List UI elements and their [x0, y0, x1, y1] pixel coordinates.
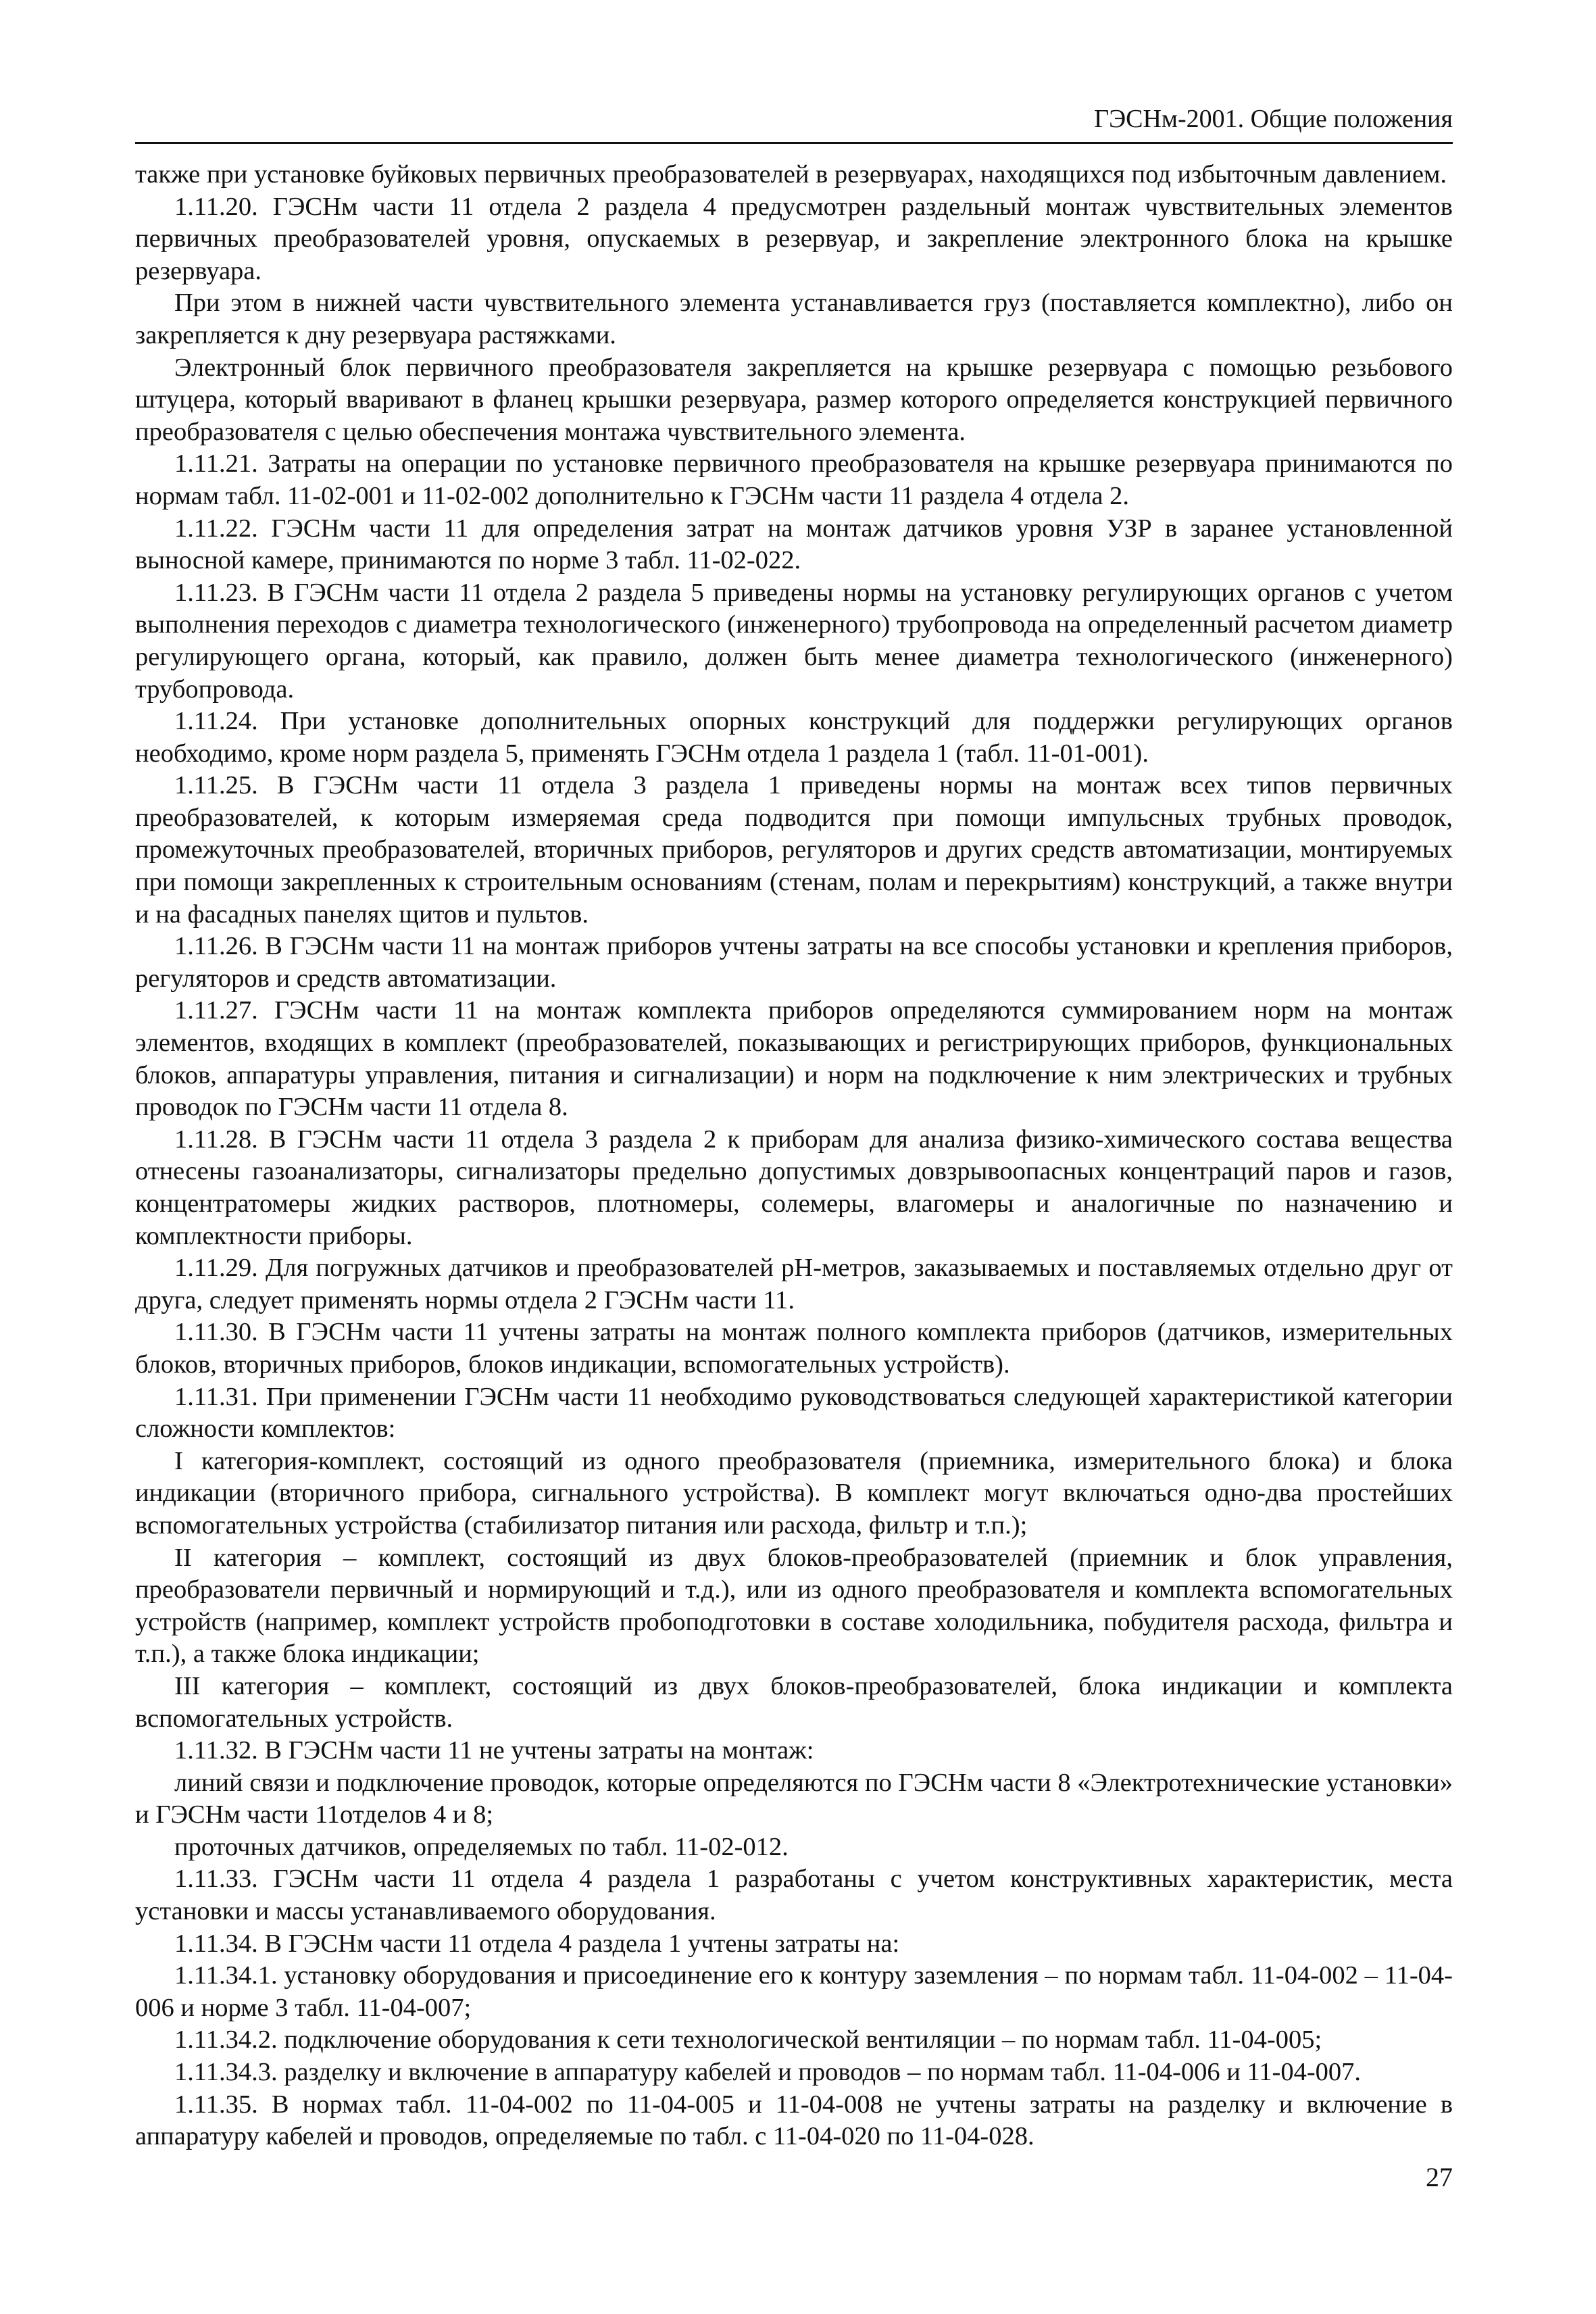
paragraph-1-11-23: 1.11.23. В ГЭСНм части 11 отдела 2 раздела 5 приведены нормы на установку регулирующих органов с учетом выполнения переходов с диаметра технологического (инженерного) трубопровода на определенный расчетом диаметр регулирующего органа, который, как правило, должен быть менее диаметра технологического (инженерного) трубопровода.: [135, 578, 1453, 704]
paragraph-1-11-34: 1.11.34. В ГЭСНм части 11 отдела 4 раздела 1 учтены затраты на:: [174, 1929, 900, 1958]
page-number: 27: [1426, 2162, 1453, 2192]
paragraph-1-11-33: 1.11.33. ГЭСНм части 11 отдела 4 раздела 1 разработаны с учетом конструктивных характеристик, места установки и массы устанавливаемого оборудования.: [135, 1865, 1453, 1926]
paragraph-1-11-27: 1.11.27. ГЭСНм части 11 на монтаж комплекта приборов определяются суммированием норм на монтаж элементов, входящих в комплект (преобразователей, показывающих и регистрирующих приборов, функциональных блоков, аппаратуры управления, питания и сигнализации) и норм на подключение к ним электрических и трубных проводок по ГЭСНм части 11 отдела 8.: [135, 996, 1453, 1122]
paragraph-1-11-29: 1.11.29. Для погружных датчиков и преобразователей pH-метров, заказываемых и поставляемых отдельно друг от друга, следует применять нормы отдела 2 ГЭСНм части 11.: [135, 1254, 1453, 1314]
list-item: проточных датчиков, определяемых по табл. 11-02-012.: [174, 1832, 789, 1861]
paragraph-1-11-26: 1.11.26. В ГЭСНм части 11 на монтаж приборов учтены затраты на все способы установки и крепления приборов, регуляторов и средств автоматизации.: [135, 932, 1453, 993]
paragraph: При этом в нижней части чувствительного элемента устанавливается груз (поставляется комплектно), либо он закрепляется к дну резервуара растяжками.: [135, 289, 1453, 349]
paragraph-1-11-24: 1.11.24. При установке дополнительных опорных конструкций для поддержки регулирующих органов необходимо, кроме норм раздела 5, применять ГЭСНм отдела 1 раздела 1 (табл. 11-01-001).: [135, 707, 1453, 768]
paragraph-continuation: также при установке буйковых первичных преобразователей в резервуарах, находящихся под избыточным давлением.: [135, 160, 1447, 189]
paragraph-1-11-31: 1.11.31. При применении ГЭСНм части 11 необходимо руководствоваться следующей характеристикой категории сложности комплектов:: [135, 1382, 1453, 1444]
paragraph-1-11-32: 1.11.32. В ГЭСНм части 11 не учтены затраты на монтаж:: [174, 1736, 814, 1765]
paragraph: Электронный блок первичного преобразователя закрепляется на крышке резервуара с помощью резьбового штуцера, который вваривают в фланец крышки резервуара, размер которого определяется конструкцией первичного преобразователя с целью обеспечения монтажа чувствительного элемента.: [135, 353, 1453, 446]
paragraph-1-11-34-1: 1.11.34.1. установку оборудования и присоединение его к контуру заземления – по нормам табл. 11-04-002 – 11-04-006 и норме 3 табл. 11-04-007;: [135, 1961, 1453, 2022]
category-3: III категория – комплект, состоящий из двух блоков-преобразователей, блока индикации и комплекта вспомогательных устройств.: [135, 1671, 1453, 1733]
running-header: ГЭСНм-2001. Общие положения: [1094, 105, 1453, 133]
category-2: II категория – комплект, состоящий из двух блоков-преобразователей (приемник и блок управления, преобразователи первичный и нормирующий и т.д.), или из одного преобразователя и комплекта вспомогательных устройств (например, комплект устройств пробоподготовки в составе холодильника, побудителя расхода, фильтра и т.п.), а также блока индикации;: [135, 1543, 1453, 1669]
paragraph-1-11-28: 1.11.28. В ГЭСНм части 11 отдела 3 раздела 2 к приборам для анализа физико-химического состава вещества отнесены газоанализаторы, сигнализаторы предельно допустимых довзрывоопасных концентраций паров и газов, концентратомеры жидких растворов, плотномеры, солемеры, влагомеры и аналогичные по назначению и комплектности приборы.: [135, 1125, 1453, 1250]
paragraph-1-11-34-2: 1.11.34.2. подключение оборудования к сети технологической вентиляции – по нормам табл. 11-04-005;: [174, 2025, 1322, 2054]
paragraph-1-11-20: 1.11.20. ГЭСНм части 11 отдела 2 раздела 4 предусмотрен раздельный монтаж чувствительных элементов первичных преобразователей уровня, опускаемых в резервуар, и закрепление электронного блока на крышке резервуара.: [135, 192, 1453, 285]
header-divider: [135, 142, 1453, 144]
list-item: линий связи и подключение проводок, которые определяются по ГЭСНм части 8 «Электротехнические установки» и ГЭСНм части 11отделов 4 и 8;: [135, 1768, 1453, 1829]
body-text: [135, 159, 1453, 2153]
paragraph-1-11-30: 1.11.30. В ГЭСНм части 11 учтены затраты на монтаж полного комплекта приборов (датчиков, измерительных блоков, вторичных приборов, блоков индикации, вспомогательных устройств).: [135, 1318, 1453, 1379]
paragraph-1-11-34-3: 1.11.34.3. разделку и включение в аппаратуру кабелей и проводов – по нормам табл. 11-04-006 и 11-04-007.: [174, 2058, 1362, 2087]
paragraph-1-11-21: 1.11.21. Затраты на операции по установке первичного преобразователя на крышке резервуара принимаются по нормам табл. 11-02-001 и 11-02-002 дополнительно к ГЭСНм части 11 раздела 4 отдела 2.: [135, 449, 1453, 510]
category-1: I категория-комплект, состоящий из одного преобразователя (приемника, измерительного блока) и блока индикации (вторичного прибора, сигнального устройства). В комплект могут включаться одно-два простейших вспомогательных устройства (стабилизатор питания или расхода, фильтр и т.п.);: [135, 1446, 1453, 1540]
paragraph-1-11-25: 1.11.25. В ГЭСНм части 11 отдела 3 раздела 1 приведены нормы на монтаж всех типов первичных преобразователей, к которым измеряемая среда подводится при помощи импульсных трубных проводок, промежуточных преобразователей, вторичных приборов, регуляторов и других средств автоматизации, монтируемых при помощи закрепленных к строительным основаниям (стенам, полам и перекрытиям) конструкций, а также внутри и на фасадных панелях щитов и пультов.: [135, 771, 1453, 929]
paragraph-1-11-35: 1.11.35. В нормах табл. 11-04-002 по 11-04-005 и 11-04-008 не учтены затраты на разделку и включение в аппаратуру кабелей и проводов, определяемые по табл. с 11-04-020 по 11-04-028.: [135, 2090, 1453, 2151]
paragraph-1-11-22: 1.11.22. ГЭСНм части 11 для определения затрат на монтаж датчиков уровня УЗР в заранее установленной выносной камере, принимаются по норме 3 табл. 11-02-022.: [135, 514, 1453, 575]
